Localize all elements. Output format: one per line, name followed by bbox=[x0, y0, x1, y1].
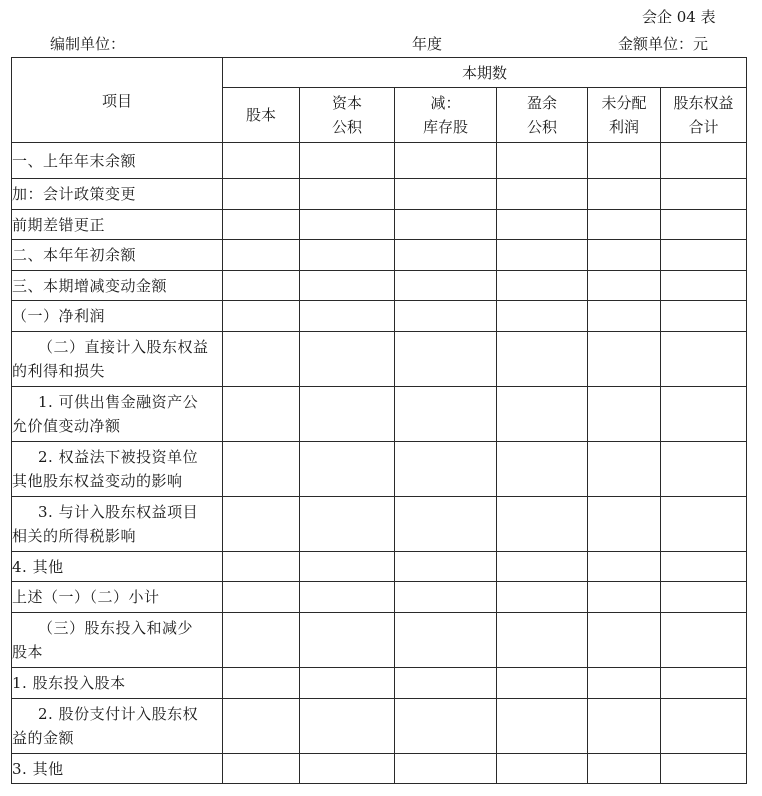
amount-cell[interactable] bbox=[588, 179, 661, 210]
amount-cell[interactable] bbox=[300, 613, 395, 668]
amount-cell[interactable] bbox=[588, 552, 661, 582]
amount-cell[interactable] bbox=[661, 699, 747, 754]
amount-cell[interactable] bbox=[661, 582, 747, 613]
amount-cell[interactable] bbox=[395, 332, 497, 387]
amount-cell[interactable] bbox=[661, 301, 747, 332]
amount-cell[interactable] bbox=[223, 582, 300, 613]
amount-cell[interactable] bbox=[223, 179, 300, 210]
amount-cell[interactable] bbox=[588, 210, 661, 240]
row-item-label: （二）直接计入股东权益 的利得和损失 bbox=[12, 332, 223, 387]
table-row bbox=[12, 271, 747, 301]
row-item-label: 2. 股份支付计入股东权 益的金额 bbox=[12, 699, 223, 754]
amount-cell[interactable] bbox=[300, 332, 395, 387]
column-header: 股东权益 合计 bbox=[661, 88, 747, 143]
amount-cell[interactable] bbox=[395, 143, 497, 179]
amount-cell[interactable] bbox=[661, 332, 747, 387]
amount-cell[interactable] bbox=[223, 668, 300, 699]
amount-cell[interactable] bbox=[661, 754, 747, 784]
amount-cell[interactable] bbox=[300, 497, 395, 552]
amount-cell[interactable] bbox=[223, 332, 300, 387]
table-row bbox=[12, 754, 747, 784]
amount-cell[interactable] bbox=[588, 240, 661, 271]
amount-cell[interactable] bbox=[223, 210, 300, 240]
org-label: 编制单位： bbox=[50, 35, 126, 53]
amount-cell[interactable] bbox=[395, 387, 497, 442]
amount-cell[interactable] bbox=[300, 754, 395, 784]
amount-cell[interactable] bbox=[395, 699, 497, 754]
amount-cell[interactable] bbox=[588, 582, 661, 613]
amount-cell[interactable] bbox=[497, 332, 588, 387]
amount-cell[interactable] bbox=[497, 210, 588, 240]
amount-cell[interactable] bbox=[395, 613, 497, 668]
amount-cell[interactable] bbox=[497, 387, 588, 442]
amount-cell[interactable] bbox=[588, 271, 661, 301]
amount-cell[interactable] bbox=[395, 301, 497, 332]
amount-cell[interactable] bbox=[395, 497, 497, 552]
row-item-label: 三、本期增减变动金额 bbox=[12, 271, 223, 301]
amount-cell[interactable] bbox=[661, 271, 747, 301]
amount-cell[interactable] bbox=[588, 143, 661, 179]
amount-cell[interactable] bbox=[223, 754, 300, 784]
amount-cell[interactable] bbox=[223, 387, 300, 442]
table-row bbox=[12, 332, 747, 387]
amount-cell[interactable] bbox=[395, 668, 497, 699]
column-header: 未分配 利润 bbox=[588, 88, 661, 143]
row-item-label: 加：会计政策变更 bbox=[12, 179, 223, 210]
form-code: 会企 04 表 bbox=[642, 8, 716, 26]
table-row bbox=[12, 179, 747, 210]
table-row bbox=[12, 210, 747, 240]
amount-cell[interactable] bbox=[661, 387, 747, 442]
amount-cell[interactable] bbox=[661, 179, 747, 210]
row-item-label: 前期差错更正 bbox=[12, 210, 223, 240]
amount-cell[interactable] bbox=[223, 497, 300, 552]
amount-cell[interactable] bbox=[300, 210, 395, 240]
column-header: 盈余 公积 bbox=[497, 88, 588, 143]
amount-cell[interactable] bbox=[497, 552, 588, 582]
row-item-label: 1. 股东投入股本 bbox=[12, 668, 223, 699]
current-period-header: 本期数 bbox=[223, 58, 747, 88]
currency-unit-label: 金额单位：元 bbox=[618, 35, 709, 53]
amount-cell[interactable] bbox=[300, 143, 395, 179]
table-row bbox=[12, 497, 747, 552]
amount-cell[interactable] bbox=[300, 271, 395, 301]
row-item-label: 二、本年年初余额 bbox=[12, 240, 223, 271]
amount-cell[interactable] bbox=[395, 582, 497, 613]
amount-cell[interactable] bbox=[588, 387, 661, 442]
amount-cell[interactable] bbox=[395, 271, 497, 301]
table-row bbox=[12, 143, 747, 179]
equity-change-table bbox=[11, 57, 747, 784]
row-item-label: 2. 权益法下被投资单位 其他股东权益变动的影响 bbox=[12, 442, 223, 497]
amount-cell[interactable] bbox=[588, 301, 661, 332]
amount-cell[interactable] bbox=[497, 240, 588, 271]
amount-cell[interactable] bbox=[588, 699, 661, 754]
amount-cell[interactable] bbox=[223, 301, 300, 332]
amount-cell[interactable] bbox=[661, 613, 747, 668]
amount-cell[interactable] bbox=[300, 668, 395, 699]
column-header: 资本 公积 bbox=[300, 88, 395, 143]
amount-cell[interactable] bbox=[223, 143, 300, 179]
amount-cell[interactable] bbox=[497, 754, 588, 784]
amount-cell[interactable] bbox=[588, 613, 661, 668]
amount-cell[interactable] bbox=[300, 699, 395, 754]
row-item-label: 1. 可供出售金融资产公 允价值变动净额 bbox=[12, 387, 223, 442]
amount-cell[interactable] bbox=[300, 179, 395, 210]
amount-cell[interactable] bbox=[497, 179, 588, 210]
amount-cell[interactable] bbox=[223, 271, 300, 301]
table-row bbox=[12, 699, 747, 754]
amount-cell[interactable] bbox=[223, 552, 300, 582]
amount-cell[interactable] bbox=[497, 582, 588, 613]
amount-cell[interactable] bbox=[395, 552, 497, 582]
amount-cell[interactable] bbox=[661, 210, 747, 240]
amount-cell[interactable] bbox=[300, 442, 395, 497]
table-row bbox=[12, 442, 747, 497]
amount-cell[interactable] bbox=[395, 754, 497, 784]
amount-cell[interactable] bbox=[661, 143, 747, 179]
table-row bbox=[12, 301, 747, 332]
table-row bbox=[12, 240, 747, 271]
amount-cell[interactable] bbox=[588, 332, 661, 387]
row-item-label: 4. 其他 bbox=[12, 552, 223, 582]
amount-cell[interactable] bbox=[395, 442, 497, 497]
table-row bbox=[12, 668, 747, 699]
amount-cell[interactable] bbox=[661, 497, 747, 552]
amount-cell[interactable] bbox=[497, 699, 588, 754]
amount-cell[interactable] bbox=[588, 497, 661, 552]
row-item-label: （三）股东投入和减少 股本 bbox=[12, 613, 223, 668]
amount-cell[interactable] bbox=[497, 442, 588, 497]
amount-cell[interactable] bbox=[497, 497, 588, 552]
amount-cell[interactable] bbox=[300, 387, 395, 442]
amount-cell[interactable] bbox=[497, 668, 588, 699]
amount-cell[interactable] bbox=[223, 699, 300, 754]
amount-cell[interactable] bbox=[497, 143, 588, 179]
year-label: 年度 bbox=[412, 35, 443, 53]
item-column-header: 项目 bbox=[12, 58, 223, 143]
amount-cell[interactable] bbox=[300, 552, 395, 582]
amount-cell[interactable] bbox=[223, 442, 300, 497]
amount-cell[interactable] bbox=[300, 582, 395, 613]
row-item-label: 3. 其他 bbox=[12, 754, 223, 784]
table-row bbox=[12, 552, 747, 582]
table-row bbox=[12, 613, 747, 668]
amount-cell[interactable] bbox=[497, 301, 588, 332]
column-header: 减： 库存股 bbox=[395, 88, 497, 143]
amount-cell[interactable] bbox=[661, 668, 747, 699]
row-item-label: 一、上年年末余额 bbox=[12, 143, 223, 179]
amount-cell[interactable] bbox=[395, 179, 497, 210]
row-item-label: 上述（一）（二）小计 bbox=[12, 582, 223, 613]
report-meta-row bbox=[0, 33, 762, 53]
amount-cell[interactable] bbox=[497, 271, 588, 301]
amount-cell[interactable] bbox=[661, 240, 747, 271]
amount-cell[interactable] bbox=[223, 240, 300, 271]
table-row bbox=[12, 387, 747, 442]
row-item-label: （一）净利润 bbox=[12, 301, 223, 332]
amount-cell[interactable] bbox=[661, 442, 747, 497]
amount-cell[interactable] bbox=[588, 754, 661, 784]
row-item-label: 3. 与计入股东权益项目 相关的所得税影响 bbox=[12, 497, 223, 552]
amount-cell[interactable] bbox=[661, 552, 747, 582]
amount-cell[interactable] bbox=[588, 442, 661, 497]
table-row bbox=[12, 582, 747, 613]
amount-cell[interactable] bbox=[223, 613, 300, 668]
amount-cell[interactable] bbox=[395, 210, 497, 240]
amount-cell[interactable] bbox=[300, 301, 395, 332]
amount-cell[interactable] bbox=[497, 613, 588, 668]
amount-cell[interactable] bbox=[300, 240, 395, 271]
column-header: 股本 bbox=[223, 88, 300, 143]
amount-cell[interactable] bbox=[395, 240, 497, 271]
amount-cell[interactable] bbox=[588, 668, 661, 699]
